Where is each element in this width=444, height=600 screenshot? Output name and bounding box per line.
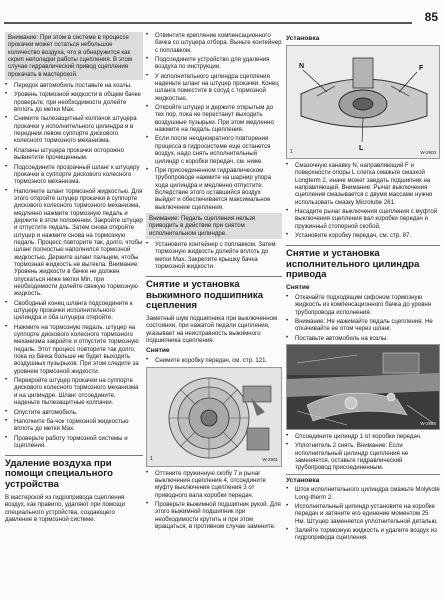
list-item-text: Уровень тормозной жидкости в общем бачке проверьте, при необходимости долейте вплоть до метки Max.: [14, 91, 141, 114]
list-item: [286, 527, 440, 542]
col1-list: [5, 82, 143, 449]
bullet-icon: •: [5, 187, 8, 194]
svg-text:L: L: [359, 145, 364, 152]
figure-clutch: [146, 367, 282, 467]
subheading: Установка: [286, 474, 440, 484]
bullet-icon: •: [286, 208, 289, 215]
figure-code: W-2901: [262, 457, 278, 463]
list-item: [146, 56, 282, 71]
list-item: [5, 188, 143, 298]
subheading: Установка: [286, 35, 320, 42]
bullet-icon: •: [146, 56, 149, 63]
list-item-text: Внимание: Не нажимайте педаль сцепления. Не откачивайте ее отом через шланг.: [295, 318, 433, 333]
bullet-icon: •: [5, 434, 8, 441]
column-3: [286, 32, 440, 544]
section-heading: Снятие и установка выжимного подшипника сцепления: [146, 276, 282, 311]
bullet-icon: •: [146, 469, 149, 476]
list-item: [146, 241, 282, 270]
bullet-icon: •: [5, 163, 8, 170]
bullet-icon: •: [146, 72, 149, 79]
list-item-text: Подсоедините устройство для удаления воздуха по инструкции.: [155, 56, 270, 71]
list-item: [286, 486, 440, 501]
bullet-icon: •: [146, 357, 149, 364]
col3-list-top: [286, 162, 440, 239]
section-paragraph: В мастерской из гидропривода сцепления воздух, как правило, удаляют при помощи специального устройства, создающего давление в тормозной системе.: [5, 493, 125, 523]
list-item-text: Залейте тормозную жидкость и удалите воздух из гидропривода сцепления.: [295, 526, 437, 542]
list-item-text: Оттяните пружинную скобу 7 и рычаг выключения сцепления 4, отсоедините муфту выключения сцепления 3 от приводного вала коробки передач.: [155, 469, 266, 499]
list-item: [286, 162, 440, 206]
list-item: [146, 470, 282, 499]
subheading: Снятие: [286, 284, 310, 292]
list-item: [5, 324, 143, 375]
list-item-text: Свободный конец шланга подсоедините к штуцеру прокачки исполнительного цилиндра и оба штуцера откройте.: [14, 299, 133, 322]
list-item: [146, 135, 282, 164]
bullet-icon: •: [146, 240, 149, 247]
list-item: [5, 435, 143, 450]
list-item-text: У исполнительного цилиндра сцепления наденьте шланг на штуцер прокачки. Конец шланга поместите в сосуд с тормозной жидкостью.: [155, 72, 279, 102]
header-rule: [4, 22, 412, 24]
bullet-icon: •: [146, 32, 149, 38]
bullet-icon: •: [286, 318, 289, 325]
bearing-drawing: [287, 46, 439, 158]
list-item: [146, 32, 282, 54]
list-item: [286, 433, 440, 440]
list-item: [286, 232, 440, 239]
col2-list-bottom: [146, 470, 282, 531]
list-item-text: При присоединенном гидравлическом трубопроводе нажмите на шарнир упора хода цилиндра и медленно отпустите. Вследствие этого оставшийся воздух выйдет и обеспечивается максимальное выключение сцепления.: [155, 166, 271, 211]
list-item-text: Уплотнитель 2 снять. Внимание: Если исполнительный цилиндр сцепления не заменяется, оставьте гидравлический трубопровод присоединенным.: [295, 442, 409, 472]
list-item-text: Если после неоднократного повторения процесса в гидросистеме еще останется воздух, надо снять исполнительный цилиндр с коробки передач, см. ниже.: [155, 135, 271, 165]
figure-label: 1: [290, 148, 293, 155]
list-item-text: Клапаны штуцера прокачки осторожно вывинтите прочищенным.: [14, 146, 124, 162]
list-item-text: Поставьте автомобиль на козлы.: [295, 334, 389, 342]
warning-note: Внимание: Педаль сцепления нельзя приводить в действие при снятом исполнительном цилиндре.: [146, 213, 282, 239]
list-item-text: Откачайте подходящим сифоном тормозную жидкость из компенсационного бачка до уровня трубопровода исполнения.: [295, 294, 432, 316]
col3-list-after-fig: [286, 433, 440, 472]
svg-text:F: F: [419, 65, 424, 72]
bullet-icon: •: [5, 323, 8, 330]
bullet-icon: •: [286, 232, 289, 239]
bullet-icon: •: [5, 146, 8, 153]
list-item-text: Снимите пылезащитный колпачок штуцера прокачки у исполнительного цилиндра и в переднем левом суппорте дискового колесного тормозного механизма.: [14, 115, 137, 145]
list-item-text: Подсоедините прозрачный шланг к штуцеру прокачки в суппорте дискового колесного тормозного механизма.: [14, 163, 140, 186]
col2-list-top: [146, 32, 282, 211]
bullet-icon: •: [286, 294, 289, 301]
list-item: [5, 115, 143, 144]
col2-list-snyatie: [146, 357, 282, 364]
list-item-text: Шток исполнительного цилиндра смажьте Molykote Long-therm 2.: [295, 486, 440, 501]
list-item-text: Передок автомобиль поставьте на козлы.: [14, 82, 132, 90]
bullet-icon: •: [5, 299, 8, 306]
bullet-icon: •: [5, 82, 8, 89]
bullet-icon: •: [5, 408, 8, 415]
list-item-text: Насадите рычаг выключения сцепления с муфтой выключения сцепления вал коробки передач и пружинный стопорной скобой.: [295, 208, 438, 230]
bullet-icon: •: [5, 377, 8, 384]
subheading: Снятие: [146, 347, 170, 355]
list-item: [5, 377, 143, 406]
svg-text:N: N: [299, 63, 305, 70]
col3-list-bottom: [286, 486, 440, 541]
list-item: [5, 418, 143, 433]
list-item: [146, 357, 282, 364]
list-item-text: Отсоедините цилиндр 1 от коробки передач.: [295, 433, 422, 441]
list-item: [146, 73, 282, 102]
figure-cylinder: [286, 344, 440, 430]
figure-code: W-2956: [420, 420, 436, 426]
column-2: [146, 32, 282, 532]
bullet-icon: •: [5, 115, 8, 122]
bullet-icon: •: [286, 502, 289, 509]
list-item: [286, 294, 440, 316]
list-item: [146, 104, 282, 133]
section-heading: Удаление воздуха при помощи специального устройства: [5, 455, 143, 490]
list-item: [146, 501, 282, 530]
list-item: [286, 335, 440, 342]
list-item: [286, 208, 440, 230]
bullet-icon: •: [286, 334, 289, 341]
col2-list-mid: [146, 241, 282, 270]
list-item: [286, 442, 440, 471]
list-item-text: Смазочную канавку N, направляющий F и поверхности опоры L слегка смажьте смазкой Longterm 2, иначе может заедать подшипник на направляющей. Внимание: Рычаг выключения сцепления смазывается с двумя массами нужно использовать смазку Microlube 261.: [295, 162, 433, 206]
list-item: [5, 164, 143, 186]
cylinder-drawing: [287, 345, 439, 429]
bullet-icon: •: [286, 486, 289, 493]
list-item: [5, 409, 143, 416]
page-number: 85: [424, 10, 438, 24]
list-item: [5, 82, 143, 89]
list-item-text: Наполните шланг тормозной жидкостью. Для этого откройте штуцер прокачки в суппорте дискового колесного тормозного механизма, медленно нажмите тормозную педаль и держите в этом положении. Закройте штуцер и отпустите педаль. Затем снова откройте штуцер и нажмите снова на тормозную педаль. Процесс повторите так, долго, чтобы шланг полностью наполнился тормозной жидкостью. Держите шланг пальцем, чтобы тормозная жидкость не вытекла. Внимание: Уровень жидкости в бачке не должен опускаться ниже метки Min, при необходимости долейте свежую тормозную жидкость.: [14, 187, 143, 298]
list-item-text: Перекройте штуцер прокачки на суппорте дискового колесного тормозного механизма и на цилиндре. Шланг отсоедините, наденьте пылезащитные колпачки.: [14, 377, 139, 407]
intro-note: Внимание: При этом в системе в процессе прокачки может остаться небольшое количество воздуха, что в обнаружится как скрип неполадки работы сцепления. В этом случае гидравлический привод сцепления прокачать в мастерской.: [5, 32, 143, 80]
list-item-text: Установите коробку передач, см. стр. 87.: [295, 232, 412, 240]
section-paragraph: Заметный шум подшипника при выключенном состоянии, при нажатой педали сцепления, указывает на неисправность выжимного подшипника сцепления.: [146, 314, 278, 344]
list-item-text: Установите контейнер с поплавком. Затем тормозную жидкость долейте вплоть до метки Max. Закрепите крышку бачка тормозной жидкости.: [155, 240, 276, 270]
list-item-text: Проверьте работу тормозной системы и сцепления.: [14, 434, 128, 449]
bullet-icon: •: [286, 442, 289, 449]
list-item: [5, 91, 143, 113]
page-header: [0, 0, 444, 30]
figure-label: 1: [150, 456, 153, 463]
bullet-icon: •: [5, 91, 8, 98]
column-1: [5, 32, 143, 525]
list-item-text: Наполните ба-чок тормозной жидкостью вплоть до метки Max.: [14, 417, 129, 433]
bullet-icon: •: [286, 526, 289, 533]
list-item-text: Отвинтите крепление компенсационного бачка со штуцера отбора. Выньте контейнер с поплавком.: [155, 32, 282, 54]
list-item-text: Снимите коробку передач, см. стр. 121.: [155, 357, 268, 365]
bullet-icon: •: [146, 501, 149, 508]
bullet-icon: •: [146, 135, 149, 142]
col3-list-mid: [286, 294, 440, 342]
list-item: [5, 300, 143, 322]
clutch-drawing: [147, 368, 281, 466]
list-item-text: Откройте штуцер и держите открытым до тех пор, пока не перестанут выходить воздушные пузырьки. При этом медленно нажмите на педаль сцепления.: [155, 104, 274, 134]
list-item: [5, 147, 143, 162]
list-item-text: Опустите автомобиль.: [14, 408, 78, 416]
bullet-icon: •: [286, 162, 289, 168]
list-item: [286, 318, 440, 333]
list-item-text: Нажмите на тормозную педаль, штуцер на суппорте дискового колесного тормозного механизма закройте и отпустите тормозную педаль. Этот процесс повторите так долго, пока из бачка больше не будет выходить воздушных пузырьков. При этом следите за уровнем тормозной жидкости.: [14, 323, 139, 375]
bullet-icon: •: [286, 433, 289, 440]
figure-code: W-2903: [420, 149, 436, 155]
section-heading: Снятие и установка исполнительного цилиндра привода: [286, 245, 440, 280]
figure-bearing: [286, 45, 440, 159]
bullet-icon: •: [146, 104, 149, 111]
bullet-icon: •: [5, 417, 8, 424]
list-item-text: Исполнительный цилиндр установите на коробке передач и затяните его единение моментом 25 Нм. Штуцер заменяется уплотнительной деталью.: [295, 502, 438, 525]
list-item-text: Проверьте выжимной подшипник рукой. Для этого выжимной подшипник при необходимости крутить и при этом вращаться, в противном случае замените.: [155, 501, 281, 531]
bullet-icon: •: [146, 166, 149, 173]
list-item: [146, 167, 282, 211]
list-item: [286, 503, 440, 525]
